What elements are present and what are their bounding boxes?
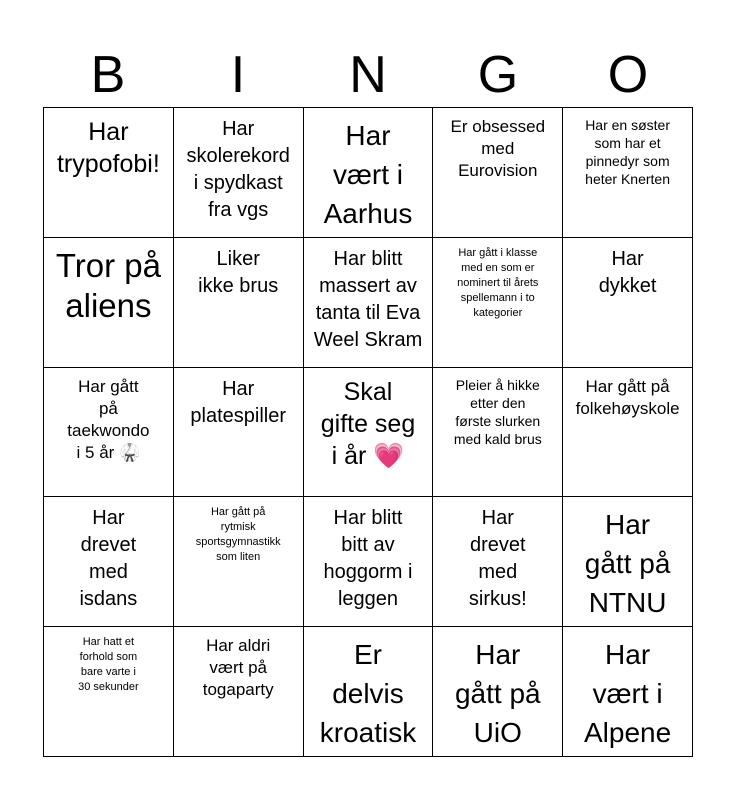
bingo-cell-text: Har skolerekord i spydkast fra vgs xyxy=(186,118,290,221)
bingo-cell-text: Er delvis kroatisk xyxy=(319,639,417,749)
bingo-cell-r2-c4[interactable] xyxy=(433,238,563,368)
bingo-cell-text: Har vært i Alpene xyxy=(584,639,672,749)
bingo-cell-r3-c2[interactable] xyxy=(174,368,304,498)
bingo-cell-text: Har dykket xyxy=(598,247,657,297)
bingo-cell-r1-c2[interactable] xyxy=(174,108,304,238)
bingo-cell-r5-c5[interactable] xyxy=(563,627,693,757)
bingo-board xyxy=(43,107,693,757)
bingo-cell-r3-c3[interactable] xyxy=(304,368,434,498)
bingo-cell-text: Har aldri vært på togaparty xyxy=(202,636,274,700)
bingo-cell-text: Liker ikke brus xyxy=(198,247,279,297)
bingo-cell-text: Har drevet med isdans xyxy=(79,507,138,611)
header-letter-b: B xyxy=(90,46,126,104)
bingo-header xyxy=(43,44,693,106)
bingo-cell-r4-c4[interactable] xyxy=(433,497,563,627)
bingo-cell-text: Har platespiller xyxy=(190,377,286,427)
bingo-cell-r2-c5[interactable] xyxy=(563,238,693,368)
bingo-cell-text: Skal gifte seg i år 💗 xyxy=(320,377,416,470)
bingo-cell-text: Har gått på folkehøyskole xyxy=(575,376,680,418)
bingo-cell-text: Har en søster som har et pinnedyr som heter Knerten xyxy=(585,117,671,187)
bingo-cell-text: Har blitt massert av tanta til Eva Weel Skram xyxy=(313,247,423,351)
bingo-cell-r1-c5[interactable] xyxy=(563,108,693,238)
bingo-cell-r4-c1[interactable] xyxy=(44,497,174,627)
bingo-cell-r1-c4[interactable] xyxy=(433,108,563,238)
header-letter-o: O xyxy=(607,46,649,104)
bingo-cell-r2-c3[interactable] xyxy=(304,238,434,368)
bingo-cell-r4-c5[interactable] xyxy=(563,497,693,627)
bingo-cell-text: Har gått i klasse med en som er nominert til årets spellemann i to kategorier xyxy=(457,246,539,319)
bingo-cell-r5-c2[interactable] xyxy=(174,627,304,757)
bingo-cell-text: Har gått på taekwondo i 5 år 🥋 xyxy=(67,376,150,462)
bingo-cell-r2-c2[interactable] xyxy=(174,238,304,368)
bingo-cell-text: Er obsessed med Eurovision xyxy=(450,117,546,180)
bingo-cell-r3-c1[interactable] xyxy=(44,368,174,498)
bingo-cell-r4-c2[interactable] xyxy=(174,497,304,627)
bingo-cell-r1-c1[interactable] xyxy=(44,108,174,238)
bingo-cell-r5-c3[interactable] xyxy=(304,627,434,757)
bingo-cell-text: Har drevet med sirkus! xyxy=(468,507,527,611)
bingo-cell-r3-c5[interactable] xyxy=(563,368,693,498)
bingo-cell-r4-c3[interactable] xyxy=(304,497,434,627)
bingo-cell-text: Har gått på NTNU xyxy=(584,509,671,619)
bingo-cell-r5-c4[interactable] xyxy=(433,627,563,757)
bingo-cell-text: Pleier å hikke etter den første slurken med kald brus xyxy=(453,376,542,447)
header-letter-g: G xyxy=(477,46,519,104)
bingo-cell-text: Har hatt et forhold som bare varte i 30 sekunder xyxy=(78,636,139,694)
bingo-cell-text: Har trypofobi! xyxy=(56,118,160,178)
bingo-cell-r5-c1[interactable] xyxy=(44,627,174,757)
header-letter-i: I xyxy=(230,46,246,104)
bingo-cell-text: Har blitt bitt av hoggorm i leggen xyxy=(323,507,413,611)
bingo-cell-r2-c1[interactable] xyxy=(44,238,174,368)
header-letter-n: N xyxy=(349,46,387,104)
bingo-cell-text: Tror på aliens xyxy=(55,246,161,324)
bingo-cell-text: Har gått på rytmisk sportsgymnastikk som liten xyxy=(195,506,281,564)
bingo-cell-text: Har gått på UiO xyxy=(454,639,541,749)
bingo-cell-r1-c3[interactable] xyxy=(304,108,434,238)
bingo-cell-r3-c4[interactable] xyxy=(433,368,563,498)
bingo-cell-text: Har vært i Aarhus xyxy=(323,120,413,229)
